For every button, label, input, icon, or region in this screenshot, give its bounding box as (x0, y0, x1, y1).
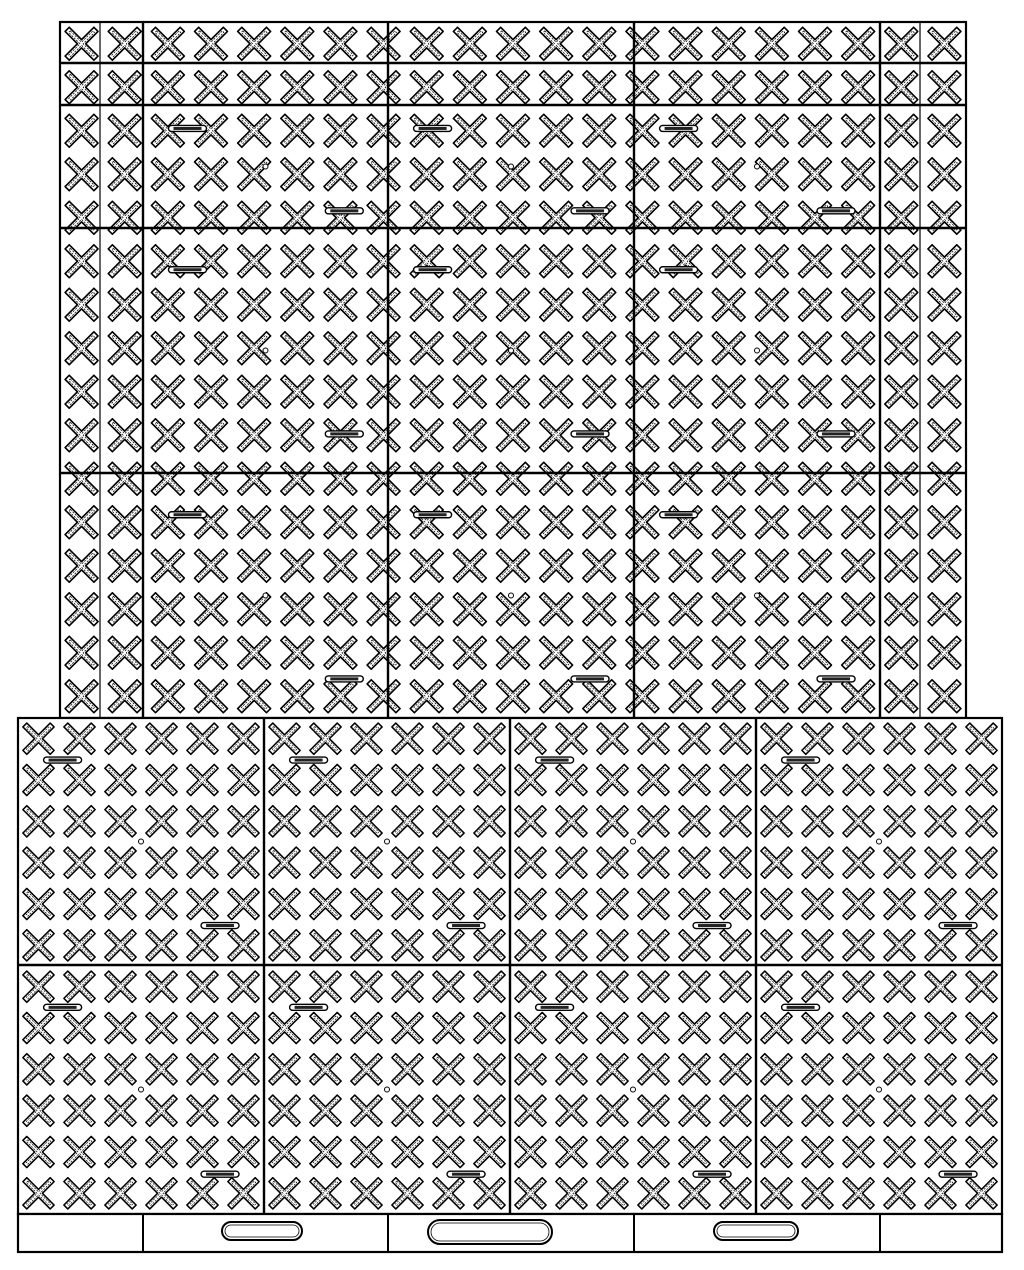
lower-panel-pin-hole (385, 839, 390, 844)
lower-panel-latch (693, 923, 731, 929)
upper-panel-pin-hole (509, 593, 514, 598)
lower-panel-latch (693, 1171, 731, 1177)
upper-panel-latch (414, 512, 452, 518)
lower-panel-latch (201, 1171, 239, 1177)
lower-panel-latch (447, 923, 485, 929)
lower-panel-latch (939, 923, 977, 929)
upper-panel-latch (169, 512, 207, 518)
upper-panel-latch (660, 125, 698, 131)
lower-panel-pin-hole (139, 1087, 144, 1092)
upper-panel-latch (660, 267, 698, 273)
upper-panel-pin-hole (755, 164, 760, 169)
upper-panel-latch (817, 431, 855, 437)
upper-panel-latch (414, 125, 452, 131)
upper-panel-pin-hole (509, 348, 514, 353)
upper-panel-latch (169, 125, 207, 131)
upper-panel-pin-hole (263, 348, 268, 353)
upper-panel-pin-hole (509, 164, 514, 169)
lower-panel-pin-hole (385, 1087, 390, 1092)
base-rail (18, 1214, 1002, 1252)
upper-panel-pin-hole (263, 164, 268, 169)
upper-panel-pin-hole (755, 348, 760, 353)
upper-panel-latch (817, 208, 855, 214)
lower-panel-latch (939, 1171, 977, 1177)
lower-panel-pin-hole (877, 839, 882, 844)
upper-panel-latch (325, 208, 363, 214)
lower-panel-latch (290, 1004, 328, 1010)
handle-slot (428, 1220, 552, 1244)
upper-panel-latch (169, 267, 207, 273)
lower-panel-pin-hole (631, 1087, 636, 1092)
lower-panel-latch (44, 757, 82, 763)
lower-panel-latch (782, 1004, 820, 1010)
upper-panel-latch (325, 676, 363, 682)
lower-panel-latch (536, 1004, 574, 1010)
upper-panel-pin-hole (755, 593, 760, 598)
upper-panel-latch (571, 208, 609, 214)
lower-panel-latch (782, 757, 820, 763)
lower-panel-pin-hole (631, 839, 636, 844)
lower-panel-pin-hole (877, 1087, 882, 1092)
lower-panel-latch (44, 1004, 82, 1010)
lower-panel-pin-hole (139, 839, 144, 844)
upper-panel-latch (414, 267, 452, 273)
upper-panel-pin-hole (263, 593, 268, 598)
lower-panel-latch (536, 757, 574, 763)
upper-panel-latch (325, 431, 363, 437)
upper-panel-latch (571, 676, 609, 682)
lower-panel-latch (290, 757, 328, 763)
lower-panel-latch (447, 1171, 485, 1177)
lower-panel-section (18, 718, 1002, 1214)
upper-panel-latch (817, 676, 855, 682)
lower-panel-latch (201, 923, 239, 929)
upper-panel-latch (660, 512, 698, 518)
upper-panel-latch (571, 431, 609, 437)
